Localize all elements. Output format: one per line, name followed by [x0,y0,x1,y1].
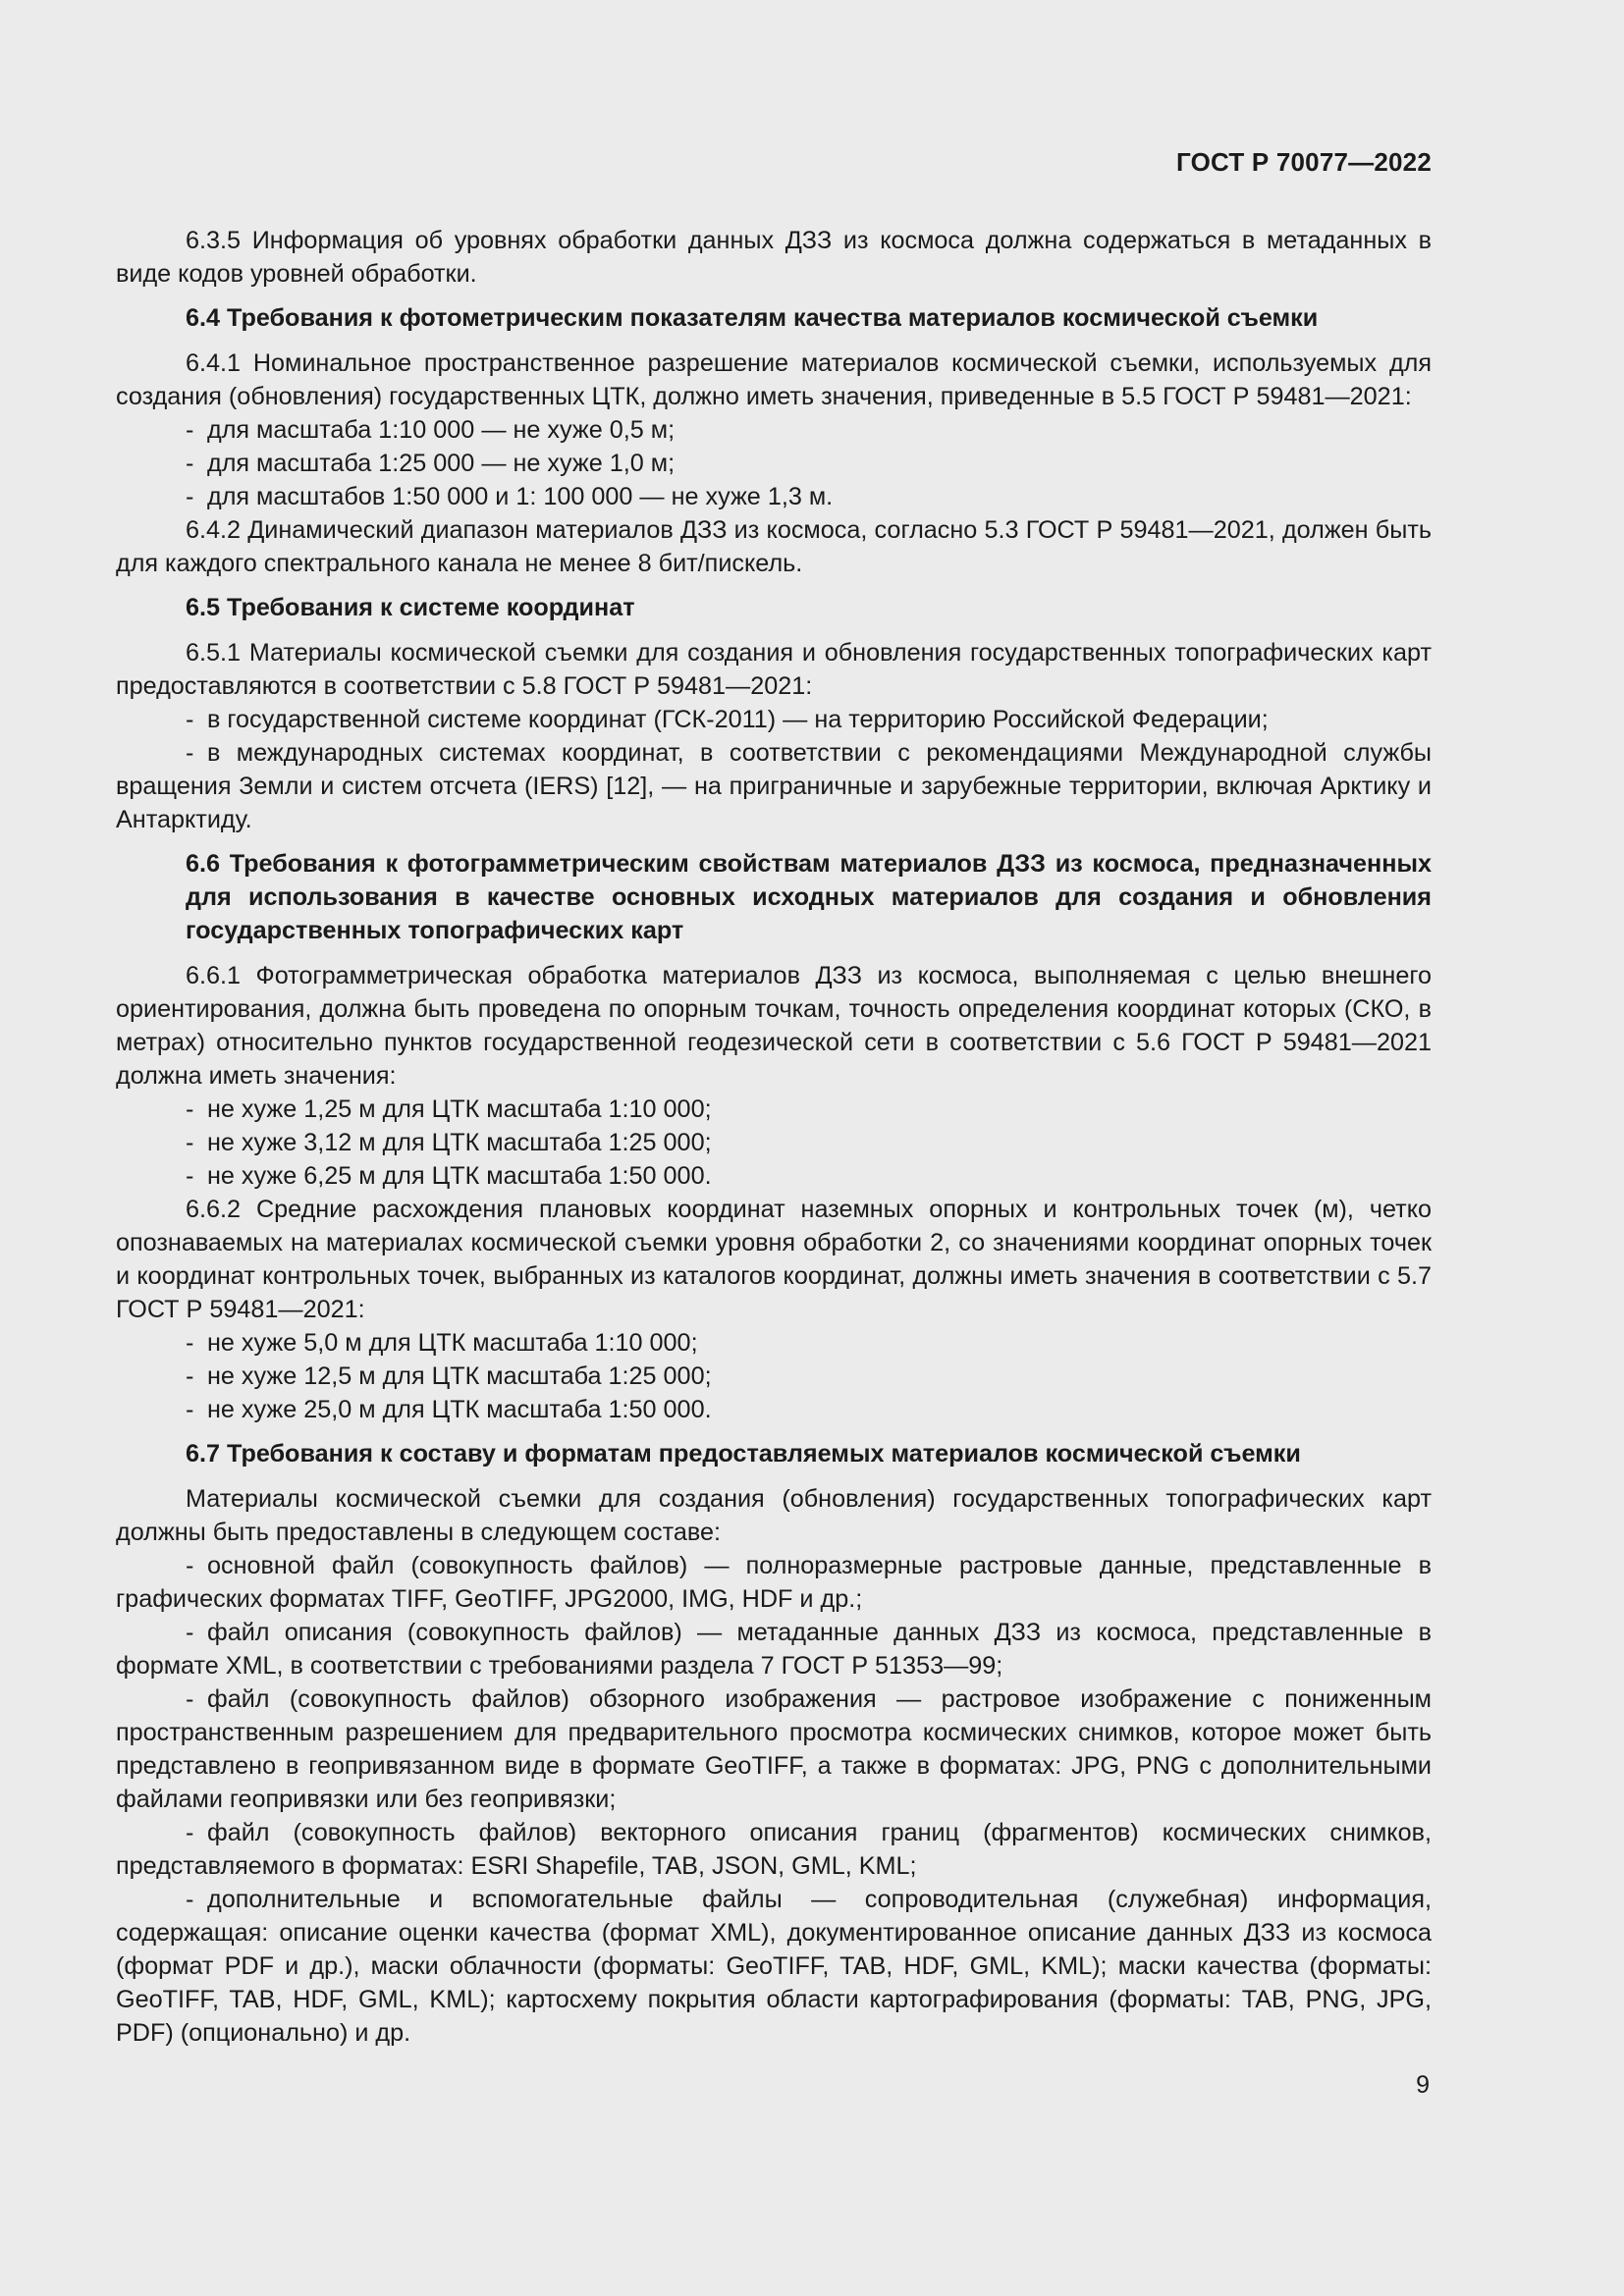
list-dash: - [186,1095,194,1123]
list-item [116,1093,1432,1126]
list-dash: - [186,1362,194,1390]
list-item-text: не хуже 12,5 м для ЦТК масштаба 1:25 000; [207,1362,712,1390]
list-dash: - [186,450,194,477]
list-item-text: не хуже 25,0 м для ЦТК масштаба 1:50 000. [207,1396,712,1423]
list-item-text: в международных системах координат, в соответствии с рекомендациями Международной службы вращения Земли и систем отсчета (IERS) [12], — на приграничные и зарубежные территории, включая Арктику и Антарктиду. [116,739,1432,833]
list-item [116,1616,1432,1682]
list-dash: - [186,1819,194,1846]
list-item-text: для масштаба 1:10 000 — не хуже 0,5 м; [207,416,676,444]
paragraph: 6.4.2 Динамический диапазон материалов ДЗЗ из космоса, согласно 5.3 ГОСТ Р 59481—2021, должен быть для каждого спектрального канала не менее 8 бит/пискель. [116,516,1432,577]
list-dash: - [186,1886,194,1913]
list-item-text: не хуже 6,25 м для ЦТК масштаба 1:50 000. [207,1162,712,1190]
section-heading: 6.7 Требования к составу и форматам предоставляемых материалов космической съемки [186,1440,1301,1468]
list-item [116,1549,1432,1616]
list-dash: - [186,1162,194,1190]
list-item-text: файл (совокупность файлов) обзорного изображения — растровое изображение с пониженным пространственным разрешением для предварительного просмотра космических снимков, которое может быть представлено в геопривязанном виде в формате GeoTIFF, а также в форматах: JPG, PNG с дополнительными файлами геопривязки или без геопривязки; [116,1685,1432,1813]
list-dash: - [186,1619,194,1646]
list-dash: - [186,416,194,444]
list-item-text: не хуже 3,12 м для ЦТК масштаба 1:25 000; [207,1129,712,1156]
list-item [116,736,1432,836]
list-item [116,1126,1432,1159]
list-item [116,1393,1432,1426]
section-heading: 6.5 Требования к системе координат [186,594,635,621]
list-item [116,1883,1432,2050]
list-dash: - [186,1396,194,1423]
list-dash: - [186,706,194,733]
list-dash: - [186,739,194,767]
list-item [116,1682,1432,1816]
list-item [116,1816,1432,1883]
section-heading: 6.6 Требования к фотограмметрическим свойствам материалов ДЗЗ из космоса, предназначенных для использования в качестве основных исходных материалов для создания и обновления государственных топографических карт [186,850,1432,944]
list-item-text: файл описания (совокупность файлов) — метаданные данных ДЗЗ из космоса, представленные в формате XML, в соответствии с требованиями раздела 7 ГОСТ Р 51353—99; [116,1619,1432,1680]
list-dash: - [186,1329,194,1357]
list-item-text: для масштабов 1:50 000 и 1: 100 000 — не хуже 1,3 м. [207,483,834,510]
list-dash: - [186,483,194,510]
paragraph: 6.4.1 Номинальное пространственное разрешение материалов космической съемки, используемых для создания (обновления) государственных ЦТК, должно иметь значения, приведенные в 5.5 ГОСТ Р 59481—2021: [116,349,1432,410]
list-item-text: основной файл (совокупность файлов) — полноразмерные растровые данные, представленные в графических форматах TIFF, GeoTIFF, JPG2000, IMG, HDF и др.; [116,1552,1432,1613]
section-heading: 6.4 Требования к фотометрическим показателям качества материалов космической съемки [186,304,1319,332]
list-dash: - [186,1129,194,1156]
list-item-text: не хуже 5,0 м для ЦТК масштаба 1:10 000; [207,1329,698,1357]
paragraph: 6.6.2 Средние расхождения плановых координат наземных опорных и контрольных точек (м), четко опознаваемых на материалах космической съемки уровня обработки 2, со значениями координат опорных точек и координат контрольных точек, выбранных из каталогов координат, должны иметь значения в соответствии с 5.7 ГОСТ Р 59481—2021: [116,1196,1432,1323]
list-item-text: для масштаба 1:25 000 — не хуже 1,0 м; [207,450,676,477]
document-body [116,224,1432,2050]
paragraph: Материалы космической съемки для создания (обновления) государственных топографических карт должны быть предоставлены в следующем составе: [116,1485,1432,1546]
paragraph: 6.3.5 Информация об уровнях обработки данных ДЗЗ из космоса должна содержаться в метаданных в виде кодов уровней обработки. [116,227,1432,288]
list-item [116,447,1432,480]
list-item [116,480,1432,513]
list-dash: - [186,1685,194,1713]
page-number: 9 [1416,2071,1430,2099]
list-item-text: дополнительные и вспомогательные файлы — сопроводительная (служебная) информация, содержащая: описание оценки качества (формат XML), документированное описание данных ДЗЗ из космоса (формат PDF и др.), маски облачности (форматы: GeoTIFF, TAB, HDF, GML, KML); маски качества (форматы: GeoTIFF, TAB, HDF, GML, KML); картосхему покрытия области картографирования (форматы: TAB, PNG, JPG, PDF) (опционально) и др. [116,1886,1432,2047]
list-dash: - [186,1552,194,1579]
list-item-text: файл (совокупность файлов) векторного описания границ (фрагментов) космических снимков, представляемого в форматах: ESRI Shapefile, TAB, JSON, GML, KML; [116,1819,1432,1880]
list-item [116,1326,1432,1360]
list-item-text: не хуже 1,25 м для ЦТК масштаба 1:10 000; [207,1095,712,1123]
document-header: ГОСТ Р 70077—2022 [1176,147,1432,177]
list-item [116,413,1432,447]
list-item-text: в государственной системе координат (ГСК-2011) — на территорию Российской Федерации; [207,706,1269,733]
paragraph: 6.5.1 Материалы космической съемки для создания и обновления государственных топографических карт предоставляются в соответствии с 5.8 ГОСТ Р 59481—2021: [116,639,1432,700]
list-item [116,1360,1432,1393]
list-item [116,1159,1432,1193]
paragraph: 6.6.1 Фотограмметрическая обработка материалов ДЗЗ из космоса, выполняемая с целью внешнего ориентирования, должна быть проведена по опорным точкам, точность определения координат которых (СКО, в метрах) относительно пунктов государственной геодезической сети в соответствии с 5.6 ГОСТ Р 59481—2021 должна иметь значения: [116,962,1432,1090]
list-item [116,703,1432,736]
